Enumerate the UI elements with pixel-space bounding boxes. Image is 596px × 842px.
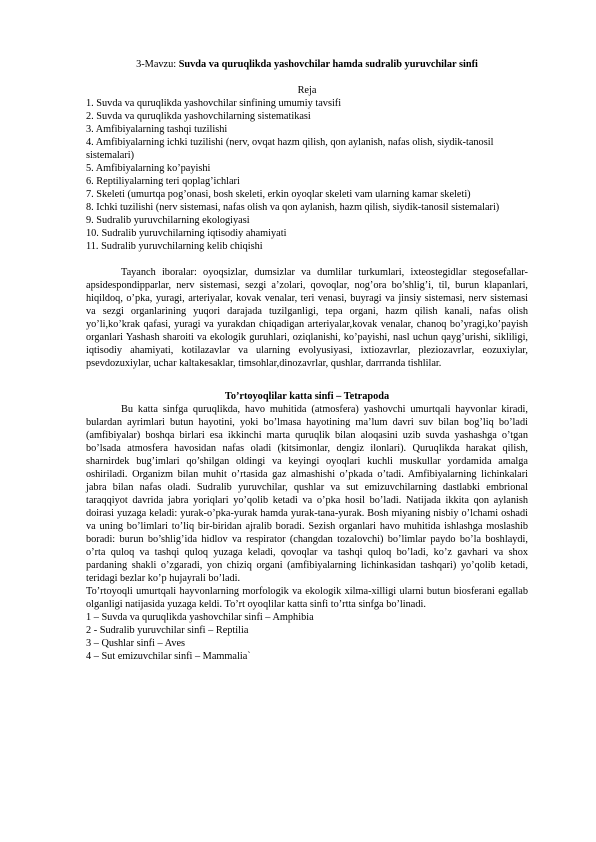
spacer <box>86 253 528 266</box>
body-paragraph: Bu katta sinfga quruqlikda, havo muhitida (atmosfera) yashovchi umurtqali hayvonlar kiradi, bulardan ayrimlari butun hayotini, yoki bo’lmasa hayotining ma’lum davri suv bilan bog’liq bo’ladi (amfibiyalar) boshqa birlari esa ikkinchi marta quruqlik bilan aloqasini uzib suvda yashashga o’tgan bo’lsada atmosfera havosidan nafas oladi (kitsimonlar, dengiz ilonlari). Quruqlikda harakat qilish, sharnirdek bug’imlari qo’shilgan oldingi va keyingi oyoqlari kuchli muskullar yordamida amalga oshiriladi. Organizm bilan muhit o’rtasida gaz almashishi o’pkada o’tadi. Amfibiyalarning lichinkalari jabra bilan nafas oladi. Sudralib yuruvchilar, qushlar va sut emizuvchilarning dastlabki embrional taraqqiyot davrida jabra yoriqlari yo’qolib ketadi va o’pka hosil bo’ladi. Natijada ikkita qon aylanish doirasi yuzaga keladi: yurak-o’pka-yurak hamda yurak-tana-yurak. Bosh miyaning nisbiy o’lchami oshadi va uning bo’limlari to’liq bir-biridan ajralib boradi. Sezish organlari havo muhitida ishlashga moslashib boradi: burun bo’shlig’ida hidlov va respirator (changdan tozalovchi) bo’limlar paydo bo’la boshlaydi, o’rta quloq va tashqi quloq yuzaga keladi, qovoqlar va tashqi quloq bo’ladi, ko’z gavhari va shox pardaning shakli o’zgaradi, yon chiziq organi (amfibiyalarning lichinkasidan tashqari) yo’qolib ketadi, teridagi bezlar ko’p hujayrali bo’ladi. <box>86 404 528 584</box>
plan-item: 9. Sudralib yuruvchilarning ekologiyasi <box>86 215 250 226</box>
document-page <box>86 58 528 663</box>
class-list-item: 4 – Sut emizuvchilar sinfi – Mammalia` <box>86 651 251 662</box>
section-title: To’rtoyoqlilar katta sinfi – Tetrapoda <box>224 391 390 402</box>
class-list-item: 2 - Sudralib yuruvchilar sinfi – Reptilia <box>86 625 249 636</box>
spacer <box>86 370 528 390</box>
plan-item: 2. Suvda va quruqlikda yashovchilarning sistematikasi <box>86 111 311 122</box>
plan-item: 3. Amfibiyalarning tashqi tuzilishi <box>86 124 228 135</box>
topic-title: Suvda va quruqlikda yashovchilar hamda sudralib yuruvchilar sinfi <box>178 59 478 70</box>
plan-item: 6. Reptiliyalarning teri qoplag’ichlari <box>86 176 240 187</box>
plan-list <box>86 97 528 253</box>
keywords-paragraph: Tayanch iboralar: oyoqsizlar, dumsizlar va dumlilar turkumlari, ixteostegidlar stegosefallar-apsidespondipparlar, nerv sistemasi, sezgi a’zolari, qovoqlar, nog’ora bo’shlig’i, til, burun klapanlari, hiqildoq, o’pka, yuragi, arteriyalar, kovak venalar, teri venasi, buyragi va jinsiy sistemasi, nerv sistemasi va sezgi organlarining yuqori darajada tuzilganligi, tepa organi, hazm qilish kanali, nafas olish yo’li,ko’krak qafasi, yuragi va yurakdan chiqadigan arteriyalar,kovak venalar, chanoq bo’yragi,ko’payish organlari Yashash sharoiti va ekologik guruhlari, oziqlanishi, ko’payishi, nasl uchun qayg’urishi, sikliligi, iqtisodiy ahamiyati, kotilazavlar va ularning evolyusiyasi, ixtiozavrlar, pleziozavrlar, eozuxiylar, psevdozuxiylar, uchar kaltakesaklar, timsohlar,dinozavrlar, qushlar, darrranda tishlilar. <box>86 267 528 369</box>
plan-item: 5. Amfibiyalarning ko’payishi <box>86 163 211 174</box>
class-list-item: 1 – Suvda va quruqlikda yashovchilar sinfi – Amphibia <box>86 612 314 623</box>
topic-heading <box>86 58 528 71</box>
class-list-item: 3 – Qushlar sinfi – Aves <box>86 638 186 649</box>
body-paragraph: To’rtoyoqli umurtqali hayvonlarning morfologik va ekologik xilma-xilligi ularni butun biosferani egallab olganligi natijasida yuzaga keldi. To’rt oyoqlilar katta sinfi to’rtta sinfga bo’linadi. <box>86 586 528 610</box>
plan-item: 1. Suvda va quruqlikda yashovchilar sinfining umumiy tavsifi <box>86 98 342 109</box>
plan-item: 10. Sudralib yuruvchilarning iqtisodiy ahamiyati <box>86 228 287 239</box>
topic-prefix: 3-Mavzu: <box>136 59 179 70</box>
plan-item: 8. Ichki tuzilishi (nerv sistemasi, nafas olish va qon aylanish, hazm qilish, siydik-tanosil sistemalari) <box>86 202 500 213</box>
plan-item: 7. Skeleti (umurtqa pog’onasi, bosh skeleti, erkin oyoqlar skeleti vam ularning kamar skeleti) <box>86 189 471 200</box>
plan-item: 11. Sudralib yuruvchilarning kelib chiqishi <box>86 241 263 252</box>
plan-item: 4. Amfibiyalarning ichki tuzilishi (nerv, ovqat hazm qilish, qon aylanish, nafas olish, siydik-tanosil sistemalari) <box>86 137 494 161</box>
plan-title: Reja <box>297 85 317 96</box>
